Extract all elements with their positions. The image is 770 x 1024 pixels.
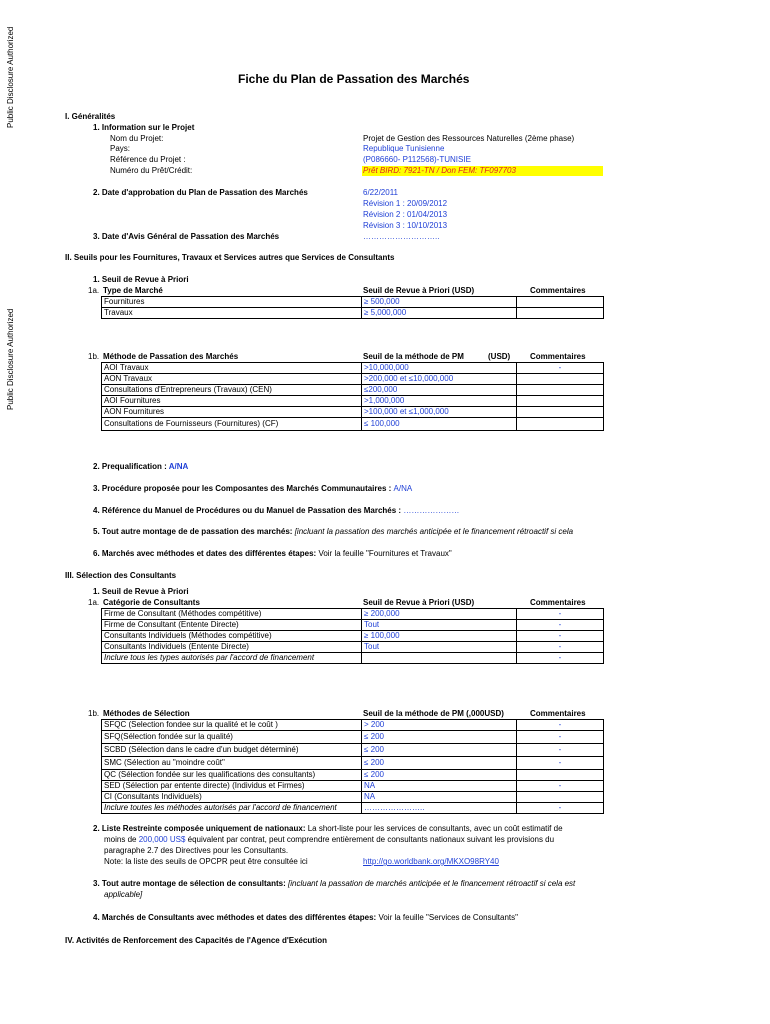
value-reference: (P086660- P112568)-TUNISIE bbox=[363, 155, 471, 164]
date-avis-value: ……………………….. bbox=[363, 232, 440, 241]
table-cell: - bbox=[517, 731, 604, 744]
table-1a-header-seuil: Seuil de Revue à Priori (USD) bbox=[363, 286, 475, 295]
manuel-text: 4. Référence du Manuel de Procédures ou du Manuel de Passation des Marchés : bbox=[93, 506, 402, 515]
table-3-1b-number: 1b. bbox=[88, 709, 100, 718]
marches-methodes-label bbox=[93, 549, 452, 559]
revision-1: Révision 1 : 20/09/2012 bbox=[363, 199, 448, 208]
table-cell bbox=[517, 792, 604, 803]
marches-consultants-value: Voir la feuille "Services de Consultants" bbox=[378, 913, 518, 922]
table-1a-header-type: Type de Marché bbox=[103, 286, 163, 295]
table-row bbox=[102, 407, 604, 418]
table-cell: SCBD (Sélection dans le cadre d'un budget déterminé) bbox=[102, 744, 362, 757]
table-cell: >100,000 et ≤1,000,000 bbox=[362, 407, 517, 418]
liste-restreinte-amount: 200,000 US$ bbox=[138, 835, 186, 844]
table-1a-number: 1a. bbox=[88, 286, 100, 295]
table-cell: - bbox=[517, 642, 604, 653]
table-cell: AON Fournitures bbox=[102, 407, 362, 418]
revision-3: Révision 3 : 10/10/2013 bbox=[363, 221, 448, 230]
table-cell: Consultants Individuels (Entente Directe) bbox=[102, 642, 362, 653]
table-cell: > 200 bbox=[362, 720, 517, 731]
table-cell: - bbox=[517, 744, 604, 757]
table-cell: >200,000 et ≤10,000,000 bbox=[362, 374, 517, 385]
table-row bbox=[102, 744, 604, 757]
autre-selection-value1: [incluant la passation de marchés anticipée et le financement rétroactif si cela est bbox=[288, 879, 576, 888]
table-cell bbox=[517, 396, 604, 407]
autre-montage-value: [incluant la passation des marchés anticipée et le financement rétroactif si cela bbox=[294, 527, 574, 536]
date-approbation-value: 6/22/2011 bbox=[363, 188, 398, 197]
table-cell: ≤200,000 bbox=[362, 385, 517, 396]
table-1b-header-seuil: Seuil de la méthode de PM bbox=[363, 352, 464, 361]
autre-montage-text: 5. Tout autre montage de de passation des marchés: bbox=[93, 527, 293, 536]
procedure-value: A/NA bbox=[393, 484, 413, 493]
procedure-text: 3. Procédure proposée pour les Composantes des Marchés Communautaires : bbox=[93, 484, 392, 493]
table-row bbox=[102, 720, 604, 731]
table-3-1b-header-method: Méthodes de Sélection bbox=[103, 709, 190, 718]
table-cell: Firme de Consultant (Entente Directe) bbox=[102, 620, 362, 631]
table-row bbox=[102, 653, 604, 664]
table-3-1a-header-cat: Catégorie de Consultants bbox=[103, 598, 200, 607]
table-cell: - bbox=[517, 609, 604, 620]
table-cell bbox=[517, 418, 604, 431]
section-heading-2: II. Seuils pour les Fournitures, Travaux et Services autres que Services de Consultants bbox=[65, 253, 395, 262]
table-cell: >10,000,000 bbox=[362, 363, 517, 374]
table-methodes-passation bbox=[101, 362, 604, 431]
table-row bbox=[102, 770, 604, 781]
table-1b-header-comments: Commentaires bbox=[530, 352, 586, 361]
table-cell: Travaux bbox=[102, 308, 362, 319]
liste-restreinte-text2a: moins de bbox=[104, 835, 137, 844]
table-1b-number: 1b. bbox=[88, 352, 100, 361]
table-row bbox=[102, 792, 604, 803]
autre-selection-label: 3. Tout autre montage de sélection de consultants: bbox=[93, 879, 286, 888]
prequalification-label bbox=[93, 462, 188, 472]
table-cell: Fournitures bbox=[102, 297, 362, 308]
table-cell bbox=[517, 374, 604, 385]
section-heading-4: IV. Activités de Renforcement des Capacités de l'Agence d'Exécution bbox=[65, 936, 327, 945]
table-cell: - bbox=[517, 720, 604, 731]
table-cell: - bbox=[517, 631, 604, 642]
table-row bbox=[102, 418, 604, 431]
table-cell: Inclure tous les types autorisés par l'accord de financement bbox=[102, 653, 362, 664]
table-3-1a-header-comments: Commentaires bbox=[530, 598, 586, 607]
label-pays: Pays: bbox=[110, 144, 131, 153]
date-avis-label: 3. Date d'Avis Général de Passation des Marchés bbox=[93, 232, 280, 241]
marches-methodes-value: Voir la feuille "Fournitures et Travaux" bbox=[318, 549, 452, 558]
table-row bbox=[102, 385, 604, 396]
liste-restreinte-line1 bbox=[93, 824, 563, 834]
table-cell: - bbox=[517, 757, 604, 770]
table-cell: - bbox=[517, 653, 604, 664]
table-row bbox=[102, 396, 604, 407]
table-row bbox=[102, 297, 604, 308]
table-cell: Tout bbox=[362, 642, 517, 653]
prequalification-text: 2. Prequalification : bbox=[93, 462, 167, 471]
table-cell: SFQ(Sélection fondée sur la qualité) bbox=[102, 731, 362, 744]
table-cell: NA bbox=[362, 792, 517, 803]
table-cell bbox=[517, 297, 604, 308]
autre-selection-line2: applicable] bbox=[104, 890, 143, 899]
table-cell: - bbox=[517, 363, 604, 374]
table-cell bbox=[362, 653, 517, 664]
liste-restreinte-text2b: équivalent par contrat, peut comprendre entièrement de consultants nationaux suivant les provisions du bbox=[187, 835, 555, 844]
table-cell bbox=[517, 407, 604, 418]
table-cell bbox=[517, 770, 604, 781]
table-cell bbox=[517, 385, 604, 396]
table-1b-header-usd: (USD) bbox=[488, 352, 511, 361]
disclosure-label-top: Public Disclosure Authorized bbox=[6, 26, 15, 128]
table-1b-header-method: Méthode de Passation des Marchés bbox=[103, 352, 239, 361]
table-cell: SED (Sélection par entente directe) (Individus et Firmes) bbox=[102, 781, 362, 792]
table-cell: SMC (Sélection au "moindre coût" bbox=[102, 757, 362, 770]
liste-restreinte-line2 bbox=[104, 835, 554, 845]
marches-consultants-text: 4. Marchés de Consultants avec méthodes et dates des différentes étapes: bbox=[93, 913, 377, 922]
table-categories-consultants bbox=[101, 608, 604, 664]
table-cell: ≥ 5,000,000 bbox=[362, 308, 517, 319]
table-3-1a-header-seuil: Seuil de Revue à Priori (USD) bbox=[363, 598, 475, 607]
table-cell: ………………….. bbox=[362, 803, 517, 814]
table-cell: AOI Travaux bbox=[102, 363, 362, 374]
seuil-revue-heading: 1. Seuil de Revue à Priori bbox=[93, 275, 189, 284]
table-cell: - bbox=[517, 803, 604, 814]
manuel-value: ………………… bbox=[403, 506, 460, 515]
table-cell: >1,000,000 bbox=[362, 396, 517, 407]
disclosure-label-middle: Public Disclosure Authorized bbox=[6, 308, 15, 410]
table-cell: AON Travaux bbox=[102, 374, 362, 385]
table-row bbox=[102, 781, 604, 792]
table-row bbox=[102, 374, 604, 385]
table-cell: ≤ 200 bbox=[362, 770, 517, 781]
manuel-reference-label bbox=[93, 506, 459, 516]
marches-consultants-label bbox=[93, 913, 518, 923]
table-seuil-marche bbox=[101, 296, 604, 319]
table-row bbox=[102, 731, 604, 744]
table-row bbox=[102, 363, 604, 374]
autre-montage-label bbox=[93, 527, 573, 537]
table-cell: Consultations de Fournisseurs (Fournitures) (CF) bbox=[102, 418, 362, 431]
info-projet-heading: 1. Information sur le Projet bbox=[93, 123, 195, 132]
value-pays: Republique Tunisienne bbox=[363, 144, 445, 153]
table-3-1a-number: 1a. bbox=[88, 598, 100, 607]
table-cell: ≤ 200 bbox=[362, 744, 517, 757]
value-numero-pret: Prêt BIRD: 7921-TN / Don FEM: TF097703 bbox=[362, 166, 603, 176]
table-cell: Tout bbox=[362, 620, 517, 631]
table-cell: Consultations d'Entrepreneurs (Travaux) (CEN) bbox=[102, 385, 362, 396]
table-cell: Inclure toutes les méthodes autorisés par l'accord de financement bbox=[102, 803, 362, 814]
autre-selection-line1 bbox=[93, 879, 575, 889]
table-cell: ≤ 100,000 bbox=[362, 418, 517, 431]
prequalification-value: A/NA bbox=[168, 462, 189, 471]
table-cell bbox=[517, 308, 604, 319]
label-reference: Référence du Projet : bbox=[110, 155, 186, 164]
value-nom-projet: Projet de Gestion des Ressources Naturelles (2ème phase) bbox=[363, 134, 575, 143]
table-cell: SFQC (Selection fondee sur la qualité et le coût ) bbox=[102, 720, 362, 731]
table-3-1b-header-comments: Commentaires bbox=[530, 709, 586, 718]
table-cell: Firme de Consultant (Méthodes compétitive) bbox=[102, 609, 362, 620]
page-title: Fiche du Plan de Passation des Marchés bbox=[238, 72, 470, 86]
liste-restreinte-line3: paragraphe 2.7 des Directives pour les Consultants. bbox=[104, 846, 289, 855]
seuil-consultants-heading: 1. Seuil de Revue à Priori bbox=[93, 587, 189, 596]
table-cell: - bbox=[517, 781, 604, 792]
liste-restreinte-text1: La short-liste pour les services de consultants, avec un coût estimatif de bbox=[307, 824, 563, 833]
table-cell: QC (Sélection fondée sur les qualifications des consultants) bbox=[102, 770, 362, 781]
table-row bbox=[102, 609, 604, 620]
table-cell: ≤ 200 bbox=[362, 731, 517, 744]
liste-restreinte-label: 2. Liste Restreinte composée uniquement de nationaux: bbox=[93, 824, 306, 833]
table-cell: ≥ 100,000 bbox=[362, 631, 517, 642]
table-cell: ≥ 200,000 bbox=[362, 609, 517, 620]
label-numero-pret: Numéro du Prêt/Crédit: bbox=[110, 166, 193, 175]
table-cell: ≥ 500,000 bbox=[362, 297, 517, 308]
table-row bbox=[102, 631, 604, 642]
table-cell: Consultants Individuels (Méthodes compétitive) bbox=[102, 631, 362, 642]
liste-restreinte-note: Note: la liste des seuils de OPCPR peut être consultée ici bbox=[104, 857, 308, 866]
opcpr-link[interactable]: http://go.worldbank.org/MKXO98RY40 bbox=[363, 857, 499, 866]
table-cell: NA bbox=[362, 781, 517, 792]
revision-2: Révision 2 : 01/04/2013 bbox=[363, 210, 448, 219]
section-heading-3: III. Sélection des Consultants bbox=[65, 571, 177, 580]
table-row bbox=[102, 308, 604, 319]
table-methodes-selection bbox=[101, 719, 604, 814]
table-1a-header-comments: Commentaires bbox=[530, 286, 586, 295]
table-cell: ≤ 200 bbox=[362, 757, 517, 770]
table-cell: - bbox=[517, 620, 604, 631]
section-heading-1: I. Généralités bbox=[65, 112, 116, 121]
date-approbation-label: 2. Date d'approbation du Plan de Passation des Marchés bbox=[93, 188, 308, 197]
procedure-communautaire-label bbox=[93, 484, 412, 494]
marches-methodes-text: 6. Marchés avec méthodes et dates des différentes étapes: bbox=[93, 549, 317, 558]
table-row bbox=[102, 757, 604, 770]
table-row bbox=[102, 620, 604, 631]
table-row bbox=[102, 803, 604, 814]
label-nom-projet: Nom du Projet: bbox=[110, 134, 164, 143]
table-cell: AOI Fournitures bbox=[102, 396, 362, 407]
table-row bbox=[102, 642, 604, 653]
table-3-1b-header-seuil: Seuil de la méthode de PM (,000USD) bbox=[363, 709, 504, 718]
table-cell: CI (Consultants Individuels) bbox=[102, 792, 362, 803]
